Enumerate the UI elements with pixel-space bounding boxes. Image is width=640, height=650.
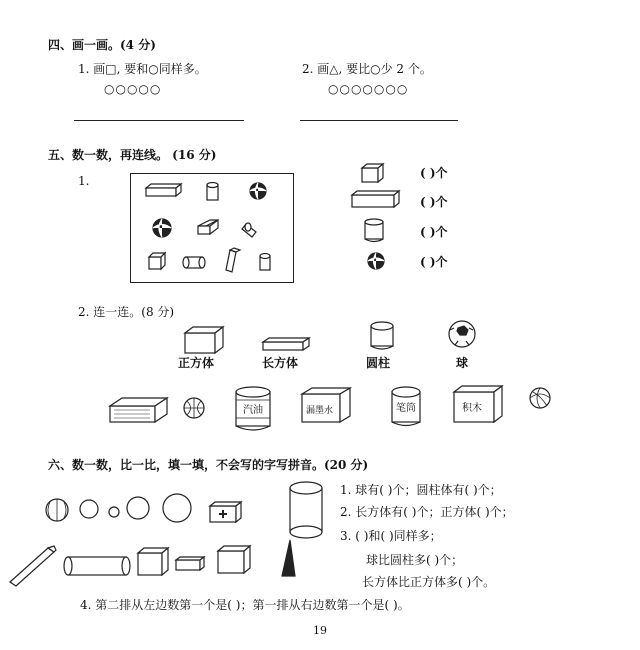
section4-q1-circles: ○○○○○ xyxy=(104,82,162,96)
cylinder-icon xyxy=(371,322,393,349)
section6-heading: 六、数一数，比一比，填一填，不会写的字写拼音。(20 分) xyxy=(48,458,369,472)
long-cuboid-icon xyxy=(10,546,56,586)
small-cuboid-icon xyxy=(176,557,204,570)
tall-cylinder-icon xyxy=(290,482,322,538)
long-cylinder-icon xyxy=(64,557,130,575)
ball-icon xyxy=(368,253,384,269)
section4-q2: 2. 画△, 要比○少 2 个。 xyxy=(302,62,432,76)
object-label-gasoline: 汽油 xyxy=(243,405,263,416)
cube-icon xyxy=(138,548,168,575)
first-aid-box-icon xyxy=(210,502,241,522)
cuboid-icon xyxy=(146,184,181,196)
box-object-icon xyxy=(110,398,167,422)
section5-q1-number: 1. xyxy=(78,174,90,188)
section4-q2-circles: ○○○○○○○ xyxy=(328,82,409,96)
section4-heading: 四、画一画。(4 分) xyxy=(48,38,156,52)
section6-line6: 4. 第二排从左边数第一个是( )；第一排从右边数第一个是( )。 xyxy=(80,598,410,612)
ball-icon xyxy=(109,507,119,517)
section6-line2: 2. 长方体有( )个；正方体( )个； xyxy=(340,505,514,519)
ball-icon xyxy=(46,499,68,521)
section6-line1: 1. 球有( )个；圆柱体有( )个； xyxy=(340,483,502,497)
cuboid-icon xyxy=(263,338,309,350)
section6-line3: 3. ( )和( )同样多； xyxy=(340,529,442,543)
ball-icon xyxy=(153,219,171,237)
cylinder-icon xyxy=(365,219,383,242)
cylinder-icon xyxy=(242,223,256,237)
answer-blank-3[interactable]: ( )个 xyxy=(420,225,448,239)
soccer-ball-icon xyxy=(449,321,475,347)
cube-icon xyxy=(185,327,223,353)
object-label-ink: 漏墨水 xyxy=(306,406,334,416)
cube-icon xyxy=(149,253,165,269)
label-cuboid: 长方体 xyxy=(262,356,299,370)
object-label-block: 积木 xyxy=(462,403,482,414)
section4-q1: 1. 画□, 要和○同样多。 xyxy=(78,62,207,76)
cube-icon xyxy=(362,164,383,182)
section6-line4: 球比圆柱多( )个； xyxy=(366,553,464,567)
ball-icon xyxy=(163,494,191,522)
page-number: 19 xyxy=(313,624,327,637)
label-cube: 正方体 xyxy=(178,356,215,370)
cylinder-icon xyxy=(207,183,218,201)
answer-blank-2[interactable]: ( )个 xyxy=(420,195,448,209)
volleyball-object-icon xyxy=(530,388,550,408)
section5-q2-heading: 2. 连一连。(8 分) xyxy=(78,305,175,319)
section5-heading: 五、数一数，再连线。 (16 分) xyxy=(48,148,217,162)
label-sphere: 球 xyxy=(456,356,469,370)
cylinder-icon xyxy=(183,257,205,268)
answer-blank-1[interactable]: ( )个 xyxy=(420,166,448,180)
label-cylinder: 圆柱 xyxy=(366,356,391,370)
ball-object-icon xyxy=(184,398,204,418)
ball-icon xyxy=(250,183,266,199)
section6-line5: 长方体比正方体多( )个。 xyxy=(362,575,496,589)
object-label-pen-holder: 笔筒 xyxy=(396,403,416,414)
cuboid-icon xyxy=(198,220,218,234)
ball-icon xyxy=(127,497,149,519)
cuboid-icon xyxy=(226,248,240,272)
cuboid-icon xyxy=(352,191,399,207)
answer-blank-4[interactable]: ( )个 xyxy=(420,255,448,269)
ball-icon xyxy=(80,500,98,518)
flat-cuboid-icon xyxy=(282,540,295,576)
cylinder-icon xyxy=(260,254,270,271)
cube-icon xyxy=(218,546,250,573)
